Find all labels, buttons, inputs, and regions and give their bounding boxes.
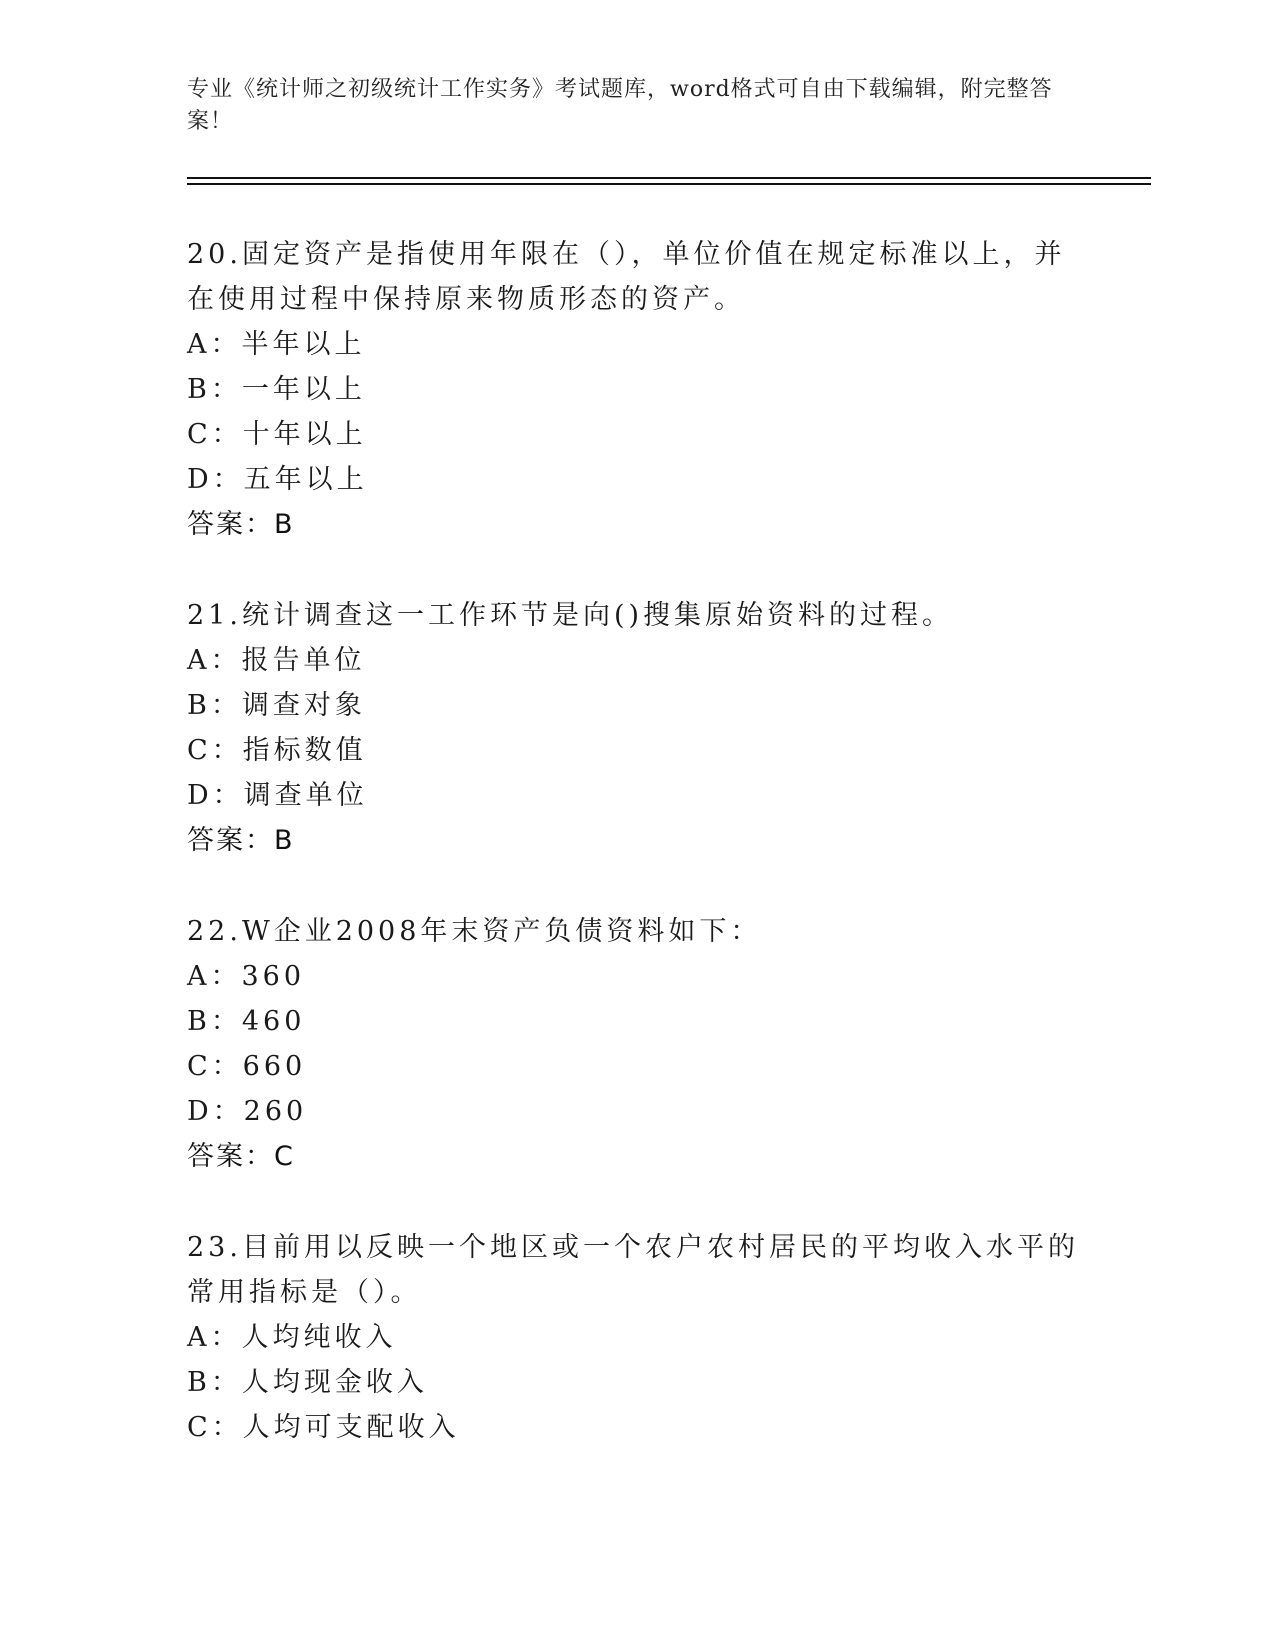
question-stem: 20.固定资产是指使用年限在（），单位价值在规定标准以上，并在使用过程中保持原来物质形态的资产。 — [187, 239, 1066, 315]
option-separator: ： — [210, 961, 242, 992]
option-letter: C — [187, 419, 212, 450]
option-text: 660 — [242, 1051, 307, 1082]
option-text: 人均纯收入 — [241, 1322, 397, 1353]
document-header: 专业《统计师之初级统计工作实务》考试题库，word格式可自由下载编辑，附完整答案！ — [187, 77, 1053, 134]
answer-line: 答案：B — [187, 825, 295, 856]
answer-line: 答案：B — [187, 509, 295, 540]
option-text: 指标数值 — [242, 735, 367, 766]
option-text: 一年以上 — [241, 374, 366, 405]
question-stem: 21.统计调查这一工作环节是向()搜集原始资料的过程。 — [187, 600, 954, 631]
option-separator: ： — [212, 464, 244, 495]
question-21 — [187, 593, 1087, 863]
option-text: 报告单位 — [241, 645, 366, 676]
option-text: 360 — [241, 961, 306, 992]
option-b — [187, 683, 1087, 728]
question-20 — [187, 232, 1087, 547]
option-letter: B — [187, 374, 211, 405]
option-letter: A — [187, 645, 211, 676]
option-separator: ： — [211, 1412, 243, 1443]
option-letter: D — [187, 780, 213, 811]
option-d — [187, 457, 1087, 502]
option-separator: ： — [212, 1096, 244, 1127]
header-rule-top — [187, 177, 1151, 179]
option-text: 人均可支配收入 — [242, 1412, 460, 1443]
option-separator: ： — [211, 735, 243, 766]
option-separator: ： — [210, 1322, 242, 1353]
option-letter: B — [187, 690, 211, 721]
option-separator: ： — [210, 329, 242, 360]
option-d — [187, 1089, 1087, 1134]
question-stem: 23.目前用以反映一个地区或一个农户农村居民的平均收入水平的常用指标是（）。 — [187, 1232, 1079, 1308]
option-c — [187, 728, 1087, 773]
question-23 — [187, 1225, 1087, 1450]
option-letter: C — [187, 1412, 212, 1443]
option-separator: ： — [210, 645, 242, 676]
option-letter: D — [187, 464, 213, 495]
option-separator: ： — [210, 1006, 242, 1037]
option-letter: D — [187, 1096, 213, 1127]
option-text: 五年以上 — [243, 464, 368, 495]
option-a — [187, 954, 1087, 999]
option-c — [187, 1405, 1087, 1450]
option-text: 半年以上 — [241, 329, 366, 360]
question-list — [187, 232, 1087, 1496]
option-separator: ： — [212, 780, 244, 811]
header-rule-bottom — [187, 183, 1151, 185]
option-text: 调查对象 — [241, 690, 366, 721]
option-text: 260 — [243, 1096, 308, 1127]
option-letter: C — [187, 1051, 212, 1082]
option-text: 调查单位 — [243, 780, 368, 811]
option-text: 人均现金收入 — [241, 1367, 428, 1398]
option-separator: ： — [211, 1051, 243, 1082]
answer-line: 答案：C — [187, 1141, 295, 1172]
option-letter: C — [187, 735, 212, 766]
option-letter: A — [187, 329, 211, 360]
question-stem: 22.W企业2008年末资产负债资料如下： — [187, 916, 762, 947]
option-a — [187, 638, 1087, 683]
option-separator: ： — [210, 690, 242, 721]
option-a — [187, 1315, 1087, 1360]
option-letter: B — [187, 1367, 211, 1398]
option-text: 460 — [241, 1006, 306, 1037]
option-b — [187, 1360, 1087, 1405]
option-c — [187, 412, 1087, 457]
option-c — [187, 1044, 1087, 1089]
option-letter: B — [187, 1006, 211, 1037]
option-letter: A — [187, 961, 211, 992]
option-b — [187, 999, 1087, 1044]
question-22 — [187, 909, 1087, 1179]
option-b — [187, 367, 1087, 412]
option-separator: ： — [210, 1367, 242, 1398]
option-separator: ： — [211, 419, 243, 450]
option-text: 十年以上 — [242, 419, 367, 450]
option-d — [187, 773, 1087, 818]
option-separator: ： — [210, 374, 242, 405]
option-a — [187, 322, 1087, 367]
option-letter: A — [187, 1322, 211, 1353]
